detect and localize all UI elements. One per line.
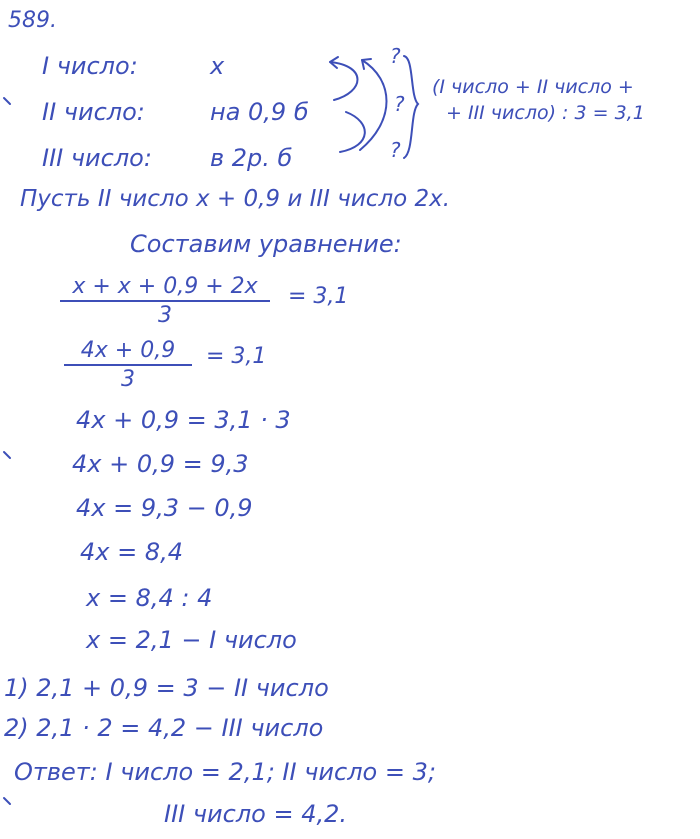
given-label-1: I число: [42,52,138,80]
margin-tick-2 [4,452,10,458]
given-label-2: II число: [42,98,145,126]
step-1: 4x + 0,9 = 3,1 · 3 [76,406,291,434]
step-4: 4x = 8,4 [80,538,184,566]
given-label-3: III число: [42,144,152,172]
compose-line: Составим уравнение: [130,230,402,258]
given-question-1: ? [390,44,401,68]
step-6: x = 2,1 − I число [86,626,297,654]
condition-line-2: + III число) : 3 = 3,1 [446,102,645,124]
step-3: 4x = 9,3 − 0,9 [76,494,253,522]
margin-tick-1 [4,98,10,104]
given-question-3: ? [390,138,401,162]
let-line: Пусть II число x + 0,9 и III число 2x. [20,186,451,212]
answer-line-2: III число = 4,2. [164,800,348,828]
fraction-1-denominator: 3 [158,303,172,328]
arrow-row2-to-row1 [330,62,358,100]
fraction-1-numerator: x + x + 0,9 + 2x [72,274,258,299]
fraction-1-rhs: = 3,1 [288,284,349,309]
given-value-1: х [210,52,225,80]
given-question-2: ? [394,92,405,116]
answer-line-1: Ответ: I число = 2,1; II число = 3; [14,758,436,786]
given-value-2: на 0,9 б [210,98,309,126]
given-value-3: в 2р. б [210,144,293,172]
action-2: 2) 2,1 · 2 = 4,2 − III число [4,714,324,742]
fraction-2-rhs: = 3,1 [206,344,267,369]
step-5: x = 8,4 : 4 [86,584,213,612]
condition-line-1: (I число + II число + [432,76,634,98]
fraction-2-numerator: 4x + 0,9 [80,338,176,363]
fraction-2-denominator: 3 [121,367,135,392]
problem-number: 589. [8,8,57,33]
margin-tick-3 [4,798,10,804]
arrow-row3-to-row2 [340,112,365,152]
step-2: 4x + 0,9 = 9,3 [72,450,249,478]
curly-brace [404,56,418,158]
action-1: 1) 2,1 + 0,9 = 3 − II число [4,674,329,702]
